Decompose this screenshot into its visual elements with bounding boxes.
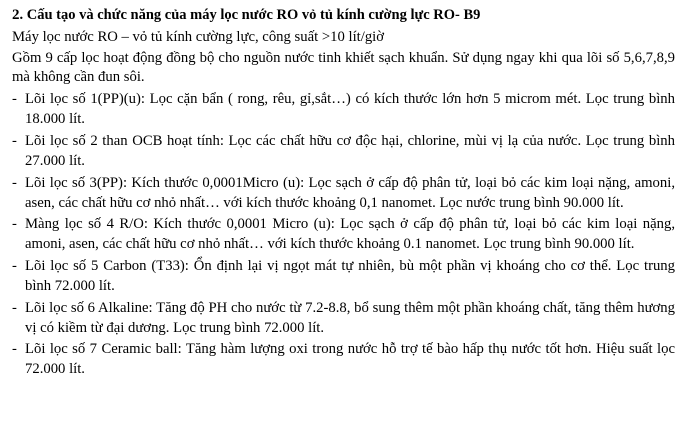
list-item [12, 299, 675, 339]
bullet-marker: - [12, 299, 17, 316]
bullet-marker: - [12, 216, 17, 233]
intro-paragraph-2: Gồm 9 cấp lọc hoạt động đồng bộ cho nguồn nước tinh khiết sạch khuẩn. Sử dụng ngay khi qua lõi số 5,6,7,8,9 mà không cần đun sôi. [12, 49, 675, 86]
bullet-marker: - [12, 91, 17, 108]
heading-separator: . [19, 7, 24, 23]
list-item [12, 340, 675, 380]
list-item-text: Lõi lọc số 5 Carbon (T33): Ổn định lại vị ngọt mát tự nhiên, bù một phần vị khoáng cho cơ thể. Lọc trung bình 72.000 lít. [25, 258, 675, 294]
intro-paragraph-1: Máy lọc nước RO – vỏ tủ kính cường lực, công suất >10 lít/giờ [12, 28, 385, 45]
list-item-text: Lõi lọc số 6 Alkaline: Tăng độ PH cho nước từ 7.2-8.8, bổ sung thêm một phần khoáng chất, tăng thêm hương vị có kiềm từ đại dương. Lọc trung bình 72.000 lít. [25, 299, 675, 336]
bullet-marker: - [12, 174, 17, 191]
list-item [12, 215, 675, 255]
list-item [12, 90, 675, 130]
list-item-text: Lõi lọc số 1(PP)(u): Lọc cặn bẩn ( rong, rêu, gỉ,sắt…) có kích thước lớn hơn 5 microm mét. Lọc trung bình 18.000 lít. [25, 91, 675, 128]
bullet-marker: - [12, 132, 17, 149]
heading-text: Cấu tạo và chức năng của máy lọc nước RO vỏ tủ kính cường lực RO- B9 [26, 7, 481, 23]
list-item [12, 174, 675, 214]
list-item [12, 257, 675, 297]
list-item-text: Lõi lọc số 3(PP): Kích thước 0,0001Micro (u): Lọc sạch ở cấp độ phân tử, loại bỏ các kim loại nặng, amoni, asen, các chất hữu cơ nhỏ nhất… với kích thước khoảng 0,1 nanomet. Lọc nước trung bình 90.000 lít. [25, 174, 675, 211]
list-item-text: Lõi lọc số 7 Ceramic ball: Tăng hàm lượng oxi trong nước hỗ trợ tế bào hấp thụ nước tốt hơn. Hiệu suất lọc 72.000 lít. [25, 341, 675, 378]
page-title [12, 6, 675, 25]
filter-stage-list [12, 90, 675, 380]
list-item [12, 132, 675, 172]
bullet-marker: - [12, 258, 17, 275]
list-item-text: Lõi lọc số 2 than OCB hoạt tính: Lọc các chất hữu cơ độc hại, chlorine, mùi vị lạ của nước. Lọc trung bình 27.000 lít. [25, 132, 675, 169]
heading-number: 2 [12, 7, 20, 23]
list-item-text: Màng lọc số 4 R/O: Kích thước 0,0001 Micro (u): Lọc sạch ở cấp độ phân tử, loại bỏ các kim loại nặng, amoni, asen, các chất hữu cơ nhỏ nhất… với kích thước khoảng 0.1 nanomet. Lọc trung bình 90.000 lít. [25, 216, 675, 253]
bullet-marker: - [12, 341, 17, 358]
